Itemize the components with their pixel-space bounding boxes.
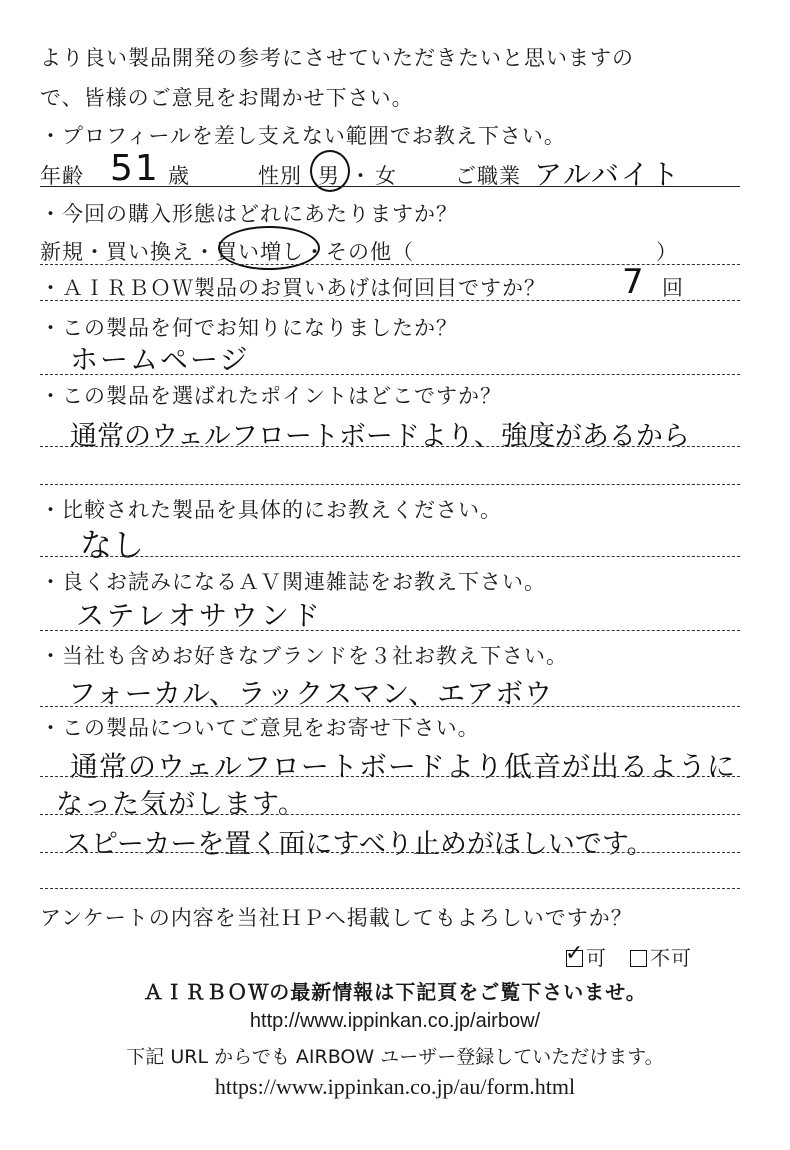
occupation-label: ご職業 <box>455 164 521 188</box>
gender-male-option: 男 <box>318 164 340 188</box>
divider <box>40 446 740 447</box>
divider <box>40 300 740 301</box>
publish-deny-option <box>630 942 692 971</box>
how-known-answer: ホームページ <box>70 343 250 376</box>
divider <box>40 186 740 187</box>
purchase-count-unit: 回 <box>662 276 684 300</box>
checkmark-icon: ✓ <box>565 941 585 966</box>
compared-products-question: ・比較された製品を具体的にお教えください。 <box>40 498 502 522</box>
divider <box>40 630 740 631</box>
age-label: 年齢 <box>40 164 84 188</box>
footer-url-1: http://www.ippinkan.co.jp/airbow/ <box>249 1010 541 1032</box>
age-value: 51 <box>110 148 160 189</box>
profile-question: ・プロフィールを差し支えない範囲でお教え下さい。 <box>40 124 566 148</box>
divider <box>40 888 740 889</box>
deny-label: 不可 <box>650 946 692 970</box>
divider <box>40 852 740 853</box>
deny-checkbox <box>630 950 647 967</box>
allow-label: 可 <box>586 946 607 970</box>
how-known-question: ・この製品を何でお知りになりましたか？ <box>40 316 458 340</box>
divider <box>40 706 740 707</box>
selection-point-question: ・この製品を選ばれたポイントはどこですか？ <box>40 384 502 408</box>
opinion-line-2: なった気がします。 <box>56 789 306 820</box>
magazines-question: ・良くお読みになるＡＶ関連雑誌をお教え下さい。 <box>40 570 546 594</box>
footer-news-line: ＡＩＲＢＯＷの最新情報は下記頁をご覧下さいませ。 <box>143 980 647 1004</box>
occupation-value: アルバイト <box>534 158 681 191</box>
age-unit: 歳 <box>168 164 190 188</box>
footer-url-2: https://www.ippinkan.co.jp/au/form.html <box>214 1074 576 1099</box>
gender-female-option: 女 <box>375 164 397 188</box>
purchase-count-question: ・ＡＩＲＢＯＷ製品のお買いあげは何回目ですか？ <box>40 276 546 300</box>
gender-label: 性別 <box>258 164 302 188</box>
divider <box>40 776 740 777</box>
purchase-type-options: 新規・買い換え・買い増し・その他（ ） <box>40 240 678 264</box>
compared-products-answer: なし <box>80 526 145 564</box>
brands-answer: フォーカル、ラックスマン、エアボウ <box>68 677 554 710</box>
purchase-type-question: ・今回の購入形態はどれにあたりますか？ <box>40 202 458 226</box>
brands-question: ・当社も含めお好きなブランドを３社お教え下さい。 <box>40 644 568 668</box>
opinion-line-3: スピーカーを置く面にすべり止めがほしいです。 <box>64 829 654 860</box>
gender-separator: ・ <box>350 164 372 188</box>
allow-checkbox <box>565 941 585 967</box>
divider <box>40 814 740 815</box>
divider <box>40 556 740 557</box>
selection-point-answer: 通常のウェルフロートボードより、強度があるから <box>70 421 690 452</box>
purchase-count-answer: 7 <box>622 262 646 302</box>
magazines-answer: ステレオサウンド <box>76 599 323 632</box>
intro-line-1: より良い製品開発の参考にさせていただきたいと思いますの <box>40 46 634 70</box>
publish-allow-option <box>566 942 607 971</box>
opinion-line-1: 通常のウェルフロートボードより低音が出るように <box>70 750 736 783</box>
divider <box>40 374 740 375</box>
intro-line-2: で、皆様のご意見をお聞かせ下さい。 <box>40 86 414 110</box>
footer-register-line: 下記 URL からでも AIRBOW ユーザー登録していただけます。 <box>126 1046 664 1068</box>
opinion-question: ・この製品についてご意見をお寄せ下さい。 <box>40 716 480 740</box>
divider <box>40 484 740 485</box>
publish-permission-question: アンケートの内容を当社ＨＰへ掲載してもよろしいですか？ <box>40 906 633 930</box>
